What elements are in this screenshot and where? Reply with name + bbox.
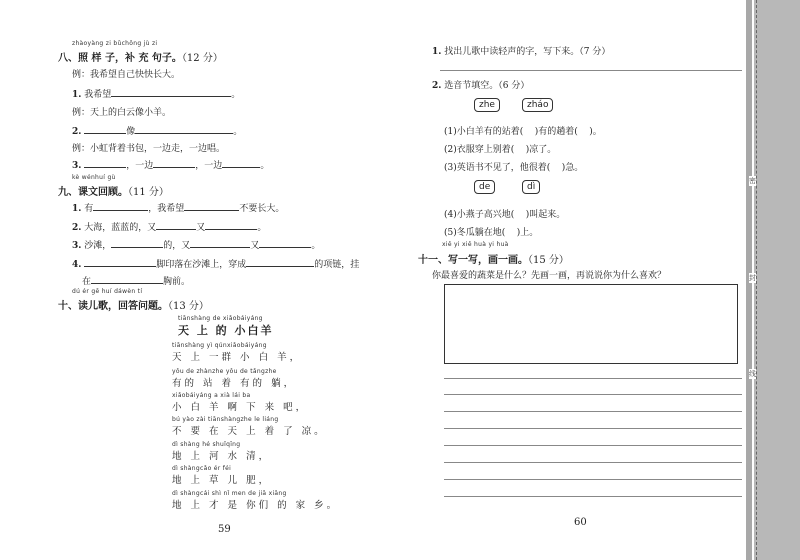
s9-q1-part-a: 有 (84, 204, 94, 214)
syllable-option-de[interactable]: de (474, 180, 495, 194)
s8-q3-number: 3. (72, 161, 82, 171)
section-9-title (58, 183, 169, 198)
fill-row-5-a: (5)冬瓜躺在地( (444, 228, 506, 238)
section-10-pinyin: dú ér gē huí dáwèn tí (72, 288, 143, 295)
s9-q2-part-b: 又 (196, 223, 206, 233)
poem-line-2: 有的 站 着 有的 躺， (172, 378, 297, 389)
seal-label-2: 封 (749, 274, 756, 282)
answer-blank[interactable] (91, 274, 163, 284)
fill-row-5-b: )上。 (516, 228, 539, 238)
section-9-pinyin: kè wénhuí gù (72, 174, 116, 181)
s9-q1-number: 1. (72, 204, 82, 214)
section-8-points: （12 分） (181, 53, 223, 64)
fill-row-4 (444, 207, 565, 220)
r-q1-number: 1. (432, 47, 442, 57)
example-3: 例：小虹背着书包，一边走，一边唱。 (72, 144, 226, 154)
answer-line[interactable] (440, 70, 742, 71)
section-10-points: （13 分） (168, 301, 209, 312)
r-question-2 (432, 78, 529, 91)
s9-q3-part-c: 又 (250, 241, 260, 251)
section-11-pinyin: xiě yi xiě huà yi huà (442, 241, 509, 248)
answer-blank[interactable] (84, 158, 126, 168)
syllable-option-zhe[interactable]: zhe (474, 98, 500, 112)
fill-row-5 (444, 225, 538, 238)
seal-line (756, 0, 757, 560)
answer-blank[interactable] (205, 220, 257, 230)
syllable-option-zhao[interactable]: zháo (522, 98, 553, 112)
writing-line[interactable] (444, 496, 744, 497)
s8-q2-number: 2. (72, 127, 82, 137)
fill-row-1-a: (1)小白羊有的站着( (444, 127, 524, 137)
s9-q1-part-b: ，我希望 (148, 204, 185, 214)
s9-q3-end: 。 (311, 241, 321, 251)
seal-label-1: 密 (749, 177, 756, 185)
section-8-title (58, 49, 223, 64)
binding-margin (754, 0, 800, 560)
poem-line-4-pinyin: bú yào zài tiānshàngzhe le liáng (172, 416, 279, 423)
fill-row-2 (444, 142, 556, 155)
page-number-left: 59 (218, 524, 231, 535)
poem-line-1: 天 上 一群 小 白 羊， (172, 352, 303, 363)
example-1: 例：我希望自己快快长大。 (72, 70, 181, 80)
drawing-box[interactable] (444, 284, 738, 364)
poem-line-3: 小 白 羊 啊 下 来 吧， (172, 402, 309, 413)
fill-row-4-a: (4)小燕子高兴地( (444, 210, 515, 220)
poem-line-1-pinyin: tiānshàng yì qúnxiǎobáiyáng (172, 342, 267, 349)
answer-blank[interactable] (184, 201, 239, 211)
r-q2-text: 选音节填空。 (444, 81, 499, 91)
s9-q3-part-a: 沙滩， (84, 241, 112, 251)
answer-blank[interactable] (190, 238, 250, 248)
writing-line[interactable] (444, 462, 744, 463)
s9-q2-part-a: 大海，蓝蓝的，又 (84, 223, 157, 233)
s8-question-2 (72, 124, 242, 137)
poem-line-7: 地 上 才 是 你们 的 家 乡。 (172, 500, 340, 511)
writing-line[interactable] (444, 479, 744, 480)
s9-question-4 (72, 257, 359, 270)
poem-line-5: 地 上 河 水 清， (172, 451, 272, 462)
s9-question-4-cont (82, 274, 190, 287)
s8-question-1 (72, 87, 240, 100)
s8-q1-number: 1. (72, 90, 82, 100)
s8-q3-part-b: ，一边 (195, 161, 223, 171)
answer-blank[interactable] (135, 124, 233, 134)
s9-q2-end: 。 (257, 223, 267, 233)
section-9-title-text: 九、课文回顾。 (58, 187, 128, 198)
answer-blank[interactable] (156, 220, 196, 230)
answer-blank[interactable] (246, 257, 314, 267)
fill-row-2-b: )凉了。 (525, 145, 557, 155)
fill-row-1-c: )。 (589, 127, 602, 137)
poem-line-6-pinyin: dì shàngcǎo ér féi (172, 465, 232, 472)
answer-blank[interactable] (222, 158, 260, 168)
s9-q3-number: 3. (72, 241, 82, 251)
s11-prompt: 你最喜爱的蔬菜是什么？先画一画，再说说你为什么喜欢？ (432, 271, 667, 281)
s9-question-3 (72, 238, 320, 251)
r-question-1 (432, 44, 610, 57)
s8-q2-text: 像 (126, 127, 136, 137)
s9-question-1 (72, 201, 284, 214)
answer-blank[interactable] (93, 201, 148, 211)
answer-blank[interactable] (84, 124, 126, 134)
section-8-title-text: 八、照 样 子，补 充 句子。 (58, 53, 182, 64)
s9-q4-part-d: 胸前。 (163, 277, 191, 287)
section-8-pinyin: zhàoyàng zi bǔchōng jù zi (72, 40, 158, 47)
s8-q1-text: 我希望 (84, 90, 112, 100)
s9-q2-number: 2. (72, 223, 82, 233)
section-10-title-text: 十、读儿歌，回答问题。 (58, 301, 168, 312)
writing-line[interactable] (444, 378, 744, 379)
poem-title: 天 上 的 小白羊 (178, 324, 274, 337)
r-q2-points: （6 分） (498, 81, 530, 91)
fill-row-2-a: (2)衣服穿上别着( (444, 145, 515, 155)
fill-row-3 (444, 160, 583, 173)
s9-q4-number: 4. (72, 260, 82, 270)
answer-blank[interactable] (84, 257, 156, 267)
example-2: 例：天上的白云像小羊。 (72, 108, 172, 118)
fill-row-4-b: )叫起来。 (525, 210, 566, 220)
s8-question-3 (72, 158, 269, 171)
s9-q3-part-b: 的，又 (163, 241, 191, 251)
answer-blank[interactable] (259, 238, 311, 248)
s9-q4-part-a: 脚印落在沙滩上，穿成 (156, 260, 247, 270)
poem-title-pinyin: tiānshàng de xiǎobáiyáng (178, 315, 263, 322)
s9-q4-part-c: 在 (82, 277, 92, 287)
poem-line-6: 地 上 草 儿 肥， (172, 475, 272, 486)
answer-blank[interactable] (153, 158, 195, 168)
s9-question-2 (72, 220, 266, 233)
fill-row-3-a: (3)英语书不见了，他很着( (444, 163, 551, 173)
fill-row-1-b: )有的趟着( (534, 127, 578, 137)
s8-q3-end: 。 (260, 161, 270, 171)
section-9-points: （11 分） (128, 187, 169, 198)
poem-line-2-pinyin: yǒu de zhànzhe yǒu de tǎngzhe (172, 368, 277, 375)
writing-line[interactable] (444, 411, 744, 412)
poem-line-5-pinyin: dì shàng hé shuǐqīng (172, 441, 241, 448)
section-11-points: （15 分） (528, 255, 569, 266)
answer-blank[interactable] (111, 87, 231, 97)
page-number-right: 60 (574, 517, 587, 528)
poem-line-7-pinyin: dì shàngcái shì nǐ men de jiā xiāng (172, 490, 287, 497)
writing-line[interactable] (444, 445, 744, 446)
s8-q3-part-a: ，一边 (126, 161, 154, 171)
writing-line[interactable] (444, 428, 744, 429)
s9-q1-part-c: 不要长大。 (239, 204, 285, 214)
section-10-title (58, 297, 209, 312)
r-q1-text: 找出儿歌中读轻声的字，写下来。 (444, 47, 580, 57)
s9-q4-part-b: 的项链，挂 (314, 260, 360, 270)
seal-label-3: 线 (749, 370, 756, 378)
answer-blank[interactable] (111, 238, 163, 248)
s8-q2-end: 。 (233, 127, 243, 137)
section-11-title-text: 十一、写一写，画一画。 (418, 255, 528, 266)
section-11-title (418, 251, 569, 266)
poem-line-3-pinyin: xiǎobáiyáng a xià lái ba (172, 392, 251, 399)
syllable-option-di[interactable]: dì (522, 180, 540, 194)
fill-row-3-b: )急。 (561, 163, 584, 173)
r-q2-number: 2. (432, 81, 442, 91)
r-q1-points: （7 分） (579, 47, 611, 57)
fill-row-1 (444, 124, 602, 137)
s8-q1-end: 。 (231, 90, 241, 100)
poem-line-4: 不 要 在 天 上 着 了 凉。 (172, 426, 327, 437)
writing-line[interactable] (444, 394, 744, 395)
